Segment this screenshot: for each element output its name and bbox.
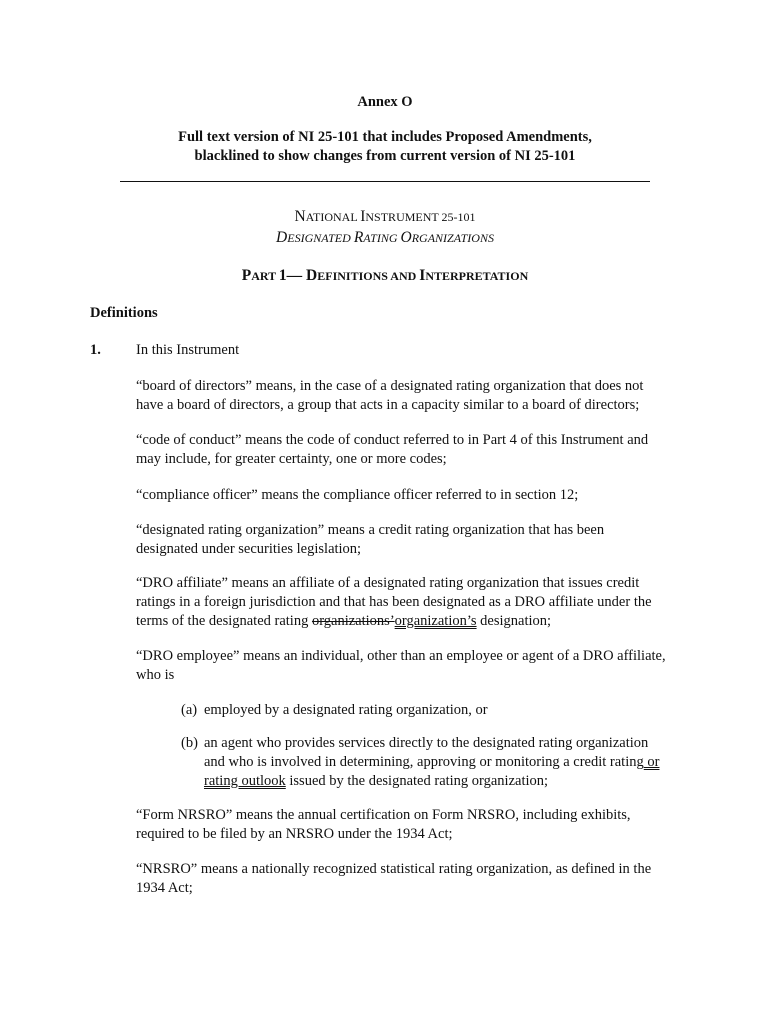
- definition-designated-rating-organization: “designated rating organization” means a credit rating organization that has been designated under securities legislation;: [136, 522, 605, 557]
- part-heading: PART 1— DEFINITIONS AND INTERPRETATION: [241, 267, 529, 284]
- section-number: 1.: [90, 342, 101, 358]
- definition-board-of-directors: “board of directors” means, in the case of a designated rating organization that does not have a board of directors, a group that acts in a capacity similar to a board of directors;: [136, 378, 644, 413]
- annex-title: Annex O: [357, 94, 413, 110]
- inserted-text: organization’s: [394, 613, 477, 629]
- section-intro: In this Instrument: [136, 342, 240, 358]
- document-subtitle-line2: blacklined to show changes from current version of NI 25-101: [194, 148, 576, 164]
- section-heading: Definitions: [90, 305, 158, 321]
- document-subtitle-line1: Full text version of NI 25-101 that includes Proposed Amendments,: [178, 129, 592, 145]
- instrument-title: NATIONAL INSTRUMENT 25-101: [294, 208, 476, 225]
- separator-rule: [120, 181, 650, 182]
- definition-dro-employee: “DRO employee” means an individual, other than an employee or agent of a DRO affiliate, who is: [136, 648, 666, 683]
- definition-code-of-conduct: “code of conduct” means the code of conduct referred to in Part 4 of this Instrument and may include, for greater certainty, one or more codes;: [136, 432, 649, 467]
- inserted-text: rating outlook: [204, 773, 286, 789]
- definition-dro-affiliate: “DRO affiliate” means an affiliate of a designated rating organization that issues credit ratings in a foreign jurisdiction and that has been designated as a DRO affiliate under the terms of the designated rating organizations’organization’s designation;: [136, 575, 652, 629]
- inserted-text: or: [643, 754, 660, 770]
- list-item-a: (a) employed by a designated rating organization, or: [181, 702, 488, 718]
- instrument-subtitle: DESIGNATED RATING ORGANIZATIONS: [276, 229, 494, 246]
- definition-compliance-officer: “compliance officer” means the compliance officer referred to in section 12;: [136, 487, 579, 503]
- deleted-text: organizations’: [311, 613, 395, 629]
- definition-nrsro: “NRSRO” means a nationally recognized statistical rating organization, as defined in the 1934 Act;: [136, 861, 652, 896]
- definition-form-nrsro: “Form NRSRO” means the annual certification on Form NRSRO, including exhibits, required to be filed by an NRSRO under the 1934 Act;: [136, 807, 631, 842]
- list-item-b: (b) an agent who provides services directly to the designated rating organization and who is involved in determining, approving or monitoring a credit rating or rating outlook issued by the designated rating organization;: [181, 735, 660, 789]
